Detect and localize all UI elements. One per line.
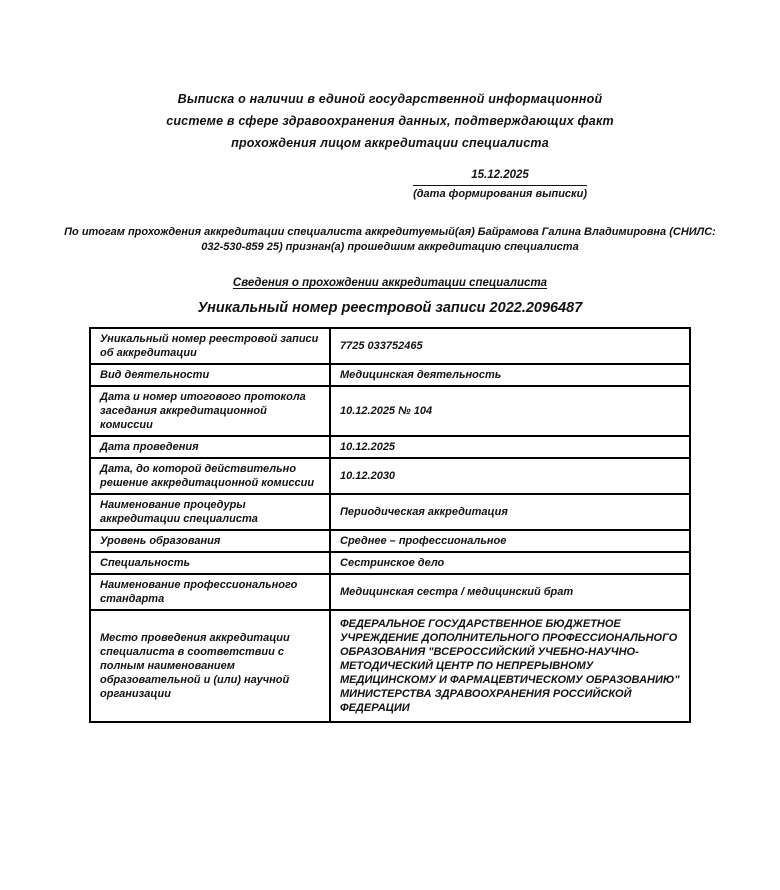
row-label: Специальность	[90, 552, 330, 574]
row-label: Дата проведения	[90, 436, 330, 458]
document-title	[0, 88, 780, 154]
row-value: Медицинская деятельность	[330, 364, 690, 386]
row-label: Дата и номер итогового протокола заседания аккредитационной комиссии	[90, 386, 330, 436]
extract-date-caption: (дата формирования выписки)	[413, 185, 587, 202]
row-value: Медицинская сестра / медицинский брат	[330, 574, 690, 610]
intro-paragraph	[0, 225, 780, 255]
row-label: Вид деятельности	[90, 364, 330, 386]
section-heading: Сведения о прохождении аккредитации специалиста	[232, 277, 548, 289]
row-label: Уникальный номер реестровой записи об аккредитации	[90, 328, 330, 364]
row-label: Наименование профессионального стандарта	[90, 574, 330, 610]
extract-date-block	[413, 168, 587, 202]
row-label: Место проведения аккредитации специалиста в соответствии с полным наименованием образовательной и (или) научной организации	[90, 610, 330, 722]
row-value: Сестринское дело	[330, 552, 690, 574]
table-row	[90, 386, 690, 436]
table-row	[90, 552, 690, 574]
extract-date: 15.12.2025	[471, 169, 529, 181]
row-label: Наименование процедуры аккредитации специалиста	[90, 494, 330, 530]
document-title-line: Выписка о наличии в единой государственной информационной	[177, 92, 603, 106]
row-value: 10.12.2025 № 104	[330, 386, 690, 436]
document-title-line: прохождения лицом аккредитации специалиста	[231, 136, 549, 150]
row-value: Среднее – профессиональное	[330, 530, 690, 552]
table-row	[90, 458, 690, 494]
accreditation-table	[89, 327, 691, 723]
row-label: Уровень образования	[90, 530, 330, 552]
row-value: Периодическая аккредитация	[330, 494, 690, 530]
table-row	[90, 328, 690, 364]
intro-line: По итогам прохождения аккредитации специалиста аккредитуемый(ая) Байрамова Галина Владимировна (СНИЛС:	[64, 226, 716, 238]
table-row	[90, 494, 690, 530]
table-row	[90, 574, 690, 610]
table-row	[90, 530, 690, 552]
table-row	[90, 364, 690, 386]
row-label: Дата, до которой действительно решение аккредитационной комиссии	[90, 458, 330, 494]
row-value: 10.12.2030	[330, 458, 690, 494]
intro-line: 032-530-859 25) признан(а) прошедшим аккредитацию специалиста	[201, 241, 579, 253]
table-row	[90, 610, 690, 722]
table-row	[90, 436, 690, 458]
registry-number-line: Уникальный номер реестровой записи 2022.2096487	[197, 300, 583, 316]
row-value: 7725 033752465	[330, 328, 690, 364]
document-title-line: системе в сфере здравоохранения данных, подтверждающих факт	[166, 114, 614, 128]
row-value: 10.12.2025	[330, 436, 690, 458]
row-value: ФЕДЕРАЛЬНОЕ ГОСУДАРСТВЕННОЕ БЮДЖЕТНОЕ УЧРЕЖДЕНИЕ ДОПОЛНИТЕЛЬНОГО ПРОФЕССИОНАЛЬНОГО ОБРАЗОВАНИЯ "ВСЕРОССИЙСКИЙ УЧЕБНО-НАУЧНО-МЕТОДИЧЕСКИЙ ЦЕНТР ПО НЕПРЕРЫВНОМУ МЕДИЦИНСКОМУ И ФАРМАЦЕВТИЧЕСКОМУ ОБРАЗОВАНИЮ" МИНИСТЕРСТВА ЗДРАВООХРАНЕНИЯ РОССИЙСКОЙ ФЕДЕРАЦИИ	[330, 610, 690, 722]
